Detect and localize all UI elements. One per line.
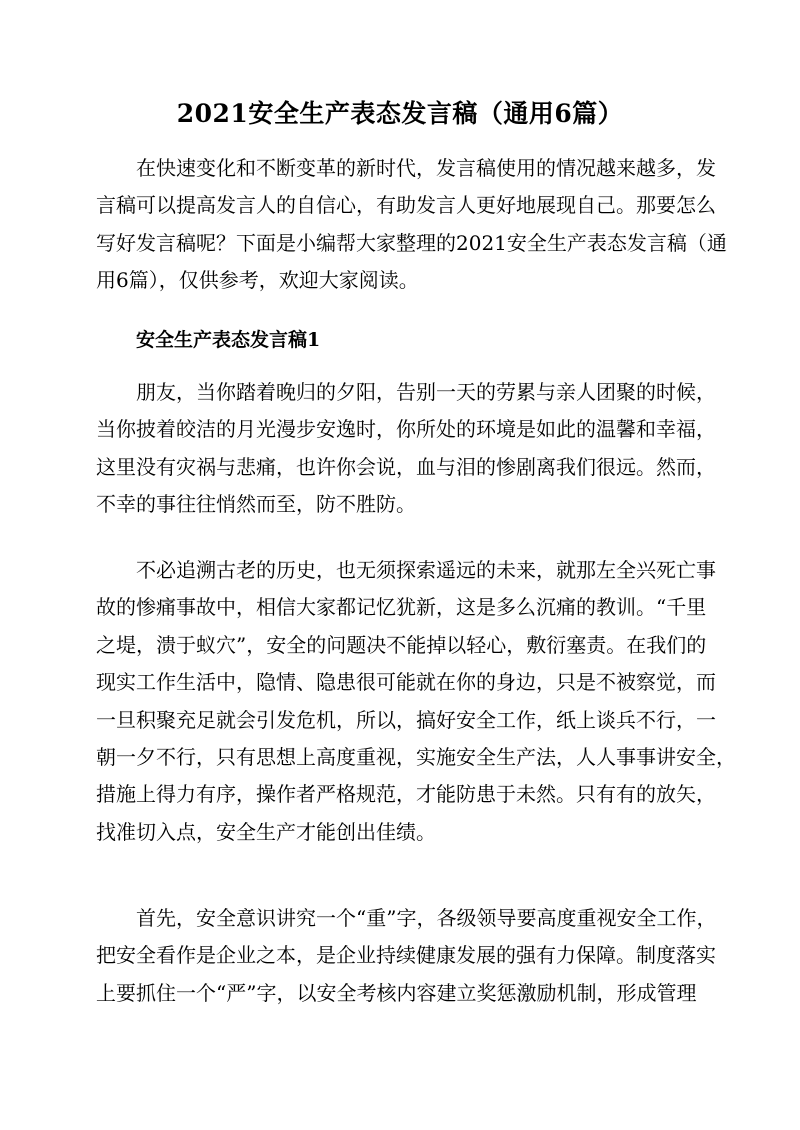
text-line: 之堤，溃于蚁穴”，安全的问题决不能掉以轻心，敷衍塞责。在我们的 <box>96 632 707 657</box>
intro-paragraph <box>96 150 727 300</box>
text-line: 言稿可以提高发言人的自信心，有助发言人更好地展现自己。那要怎么 <box>96 193 716 218</box>
text-line: 写好发言稿呢？下面是小编帮大家整理的2021安全生产表态发言稿（通 <box>96 230 727 255</box>
text-line: 当你披着皎洁的月光漫步安逸时，你所处的环境是如此的温馨和幸福， <box>96 417 716 442</box>
text-line: 把安全看作是企业之本，是企业持续健康发展的强有力保障。制度落实 <box>96 943 716 968</box>
text-line: 首先，安全意识讲究一个“重”字，各级领导要高度重视安全工作， <box>136 906 717 930</box>
paragraph-3 <box>96 900 716 1012</box>
document-title: 2021安全生产表态发言稿（通用6篇） <box>176 99 624 128</box>
paragraph-1 <box>96 374 716 524</box>
text-line: 用6篇），仅供参考，欢迎大家阅读。 <box>96 268 419 293</box>
text-line: 朝一夕不行，只有思想上高度重视，实施安全生产法，人人事事讲安全， <box>96 745 736 770</box>
text-line: 一旦积聚充足就会引发危机，所以，搞好安全工作，纸上谈兵不行，一 <box>96 707 716 732</box>
text-line: 在快速变化和不断变革的新时代，发言稿使用的情况越来越多，发 <box>136 156 716 180</box>
text-line: 这里没有灾祸与悲痛，也许你会说，血与泪的惨剧离我们很远。然而， <box>96 454 716 479</box>
text-line: 不必追溯古老的历史，也无须探索遥远的未来，就那左全兴死亡事 <box>136 558 716 582</box>
text-line: 措施上得力有序，操作者严格规范，才能防患于未然。只有有的放矢， <box>96 782 716 807</box>
text-line: 不幸的事往往悄然而至，防不胜防。 <box>96 492 416 517</box>
paragraph-2 <box>96 552 736 851</box>
text-line: 找准切入点，安全生产才能创出佳绩。 <box>96 819 436 844</box>
text-line: 现实工作生活中，隐情、隐患很可能就在你的身边，只是不被察觉，而 <box>96 670 716 695</box>
text-line: 上要抓住一个“严”字，以安全考核内容建立奖惩激励机制，形成管理 <box>96 980 697 1005</box>
text-line: 故的惨痛事故中，相信大家都记忆犹新，这是多么沉痛的教训。“千里 <box>96 595 707 620</box>
text-line: 朋友，当你踏着晚归的夕阳，告别一天的劳累与亲人团聚的时候， <box>136 380 716 404</box>
section-heading: 安全生产表态发言稿1 <box>136 329 321 351</box>
